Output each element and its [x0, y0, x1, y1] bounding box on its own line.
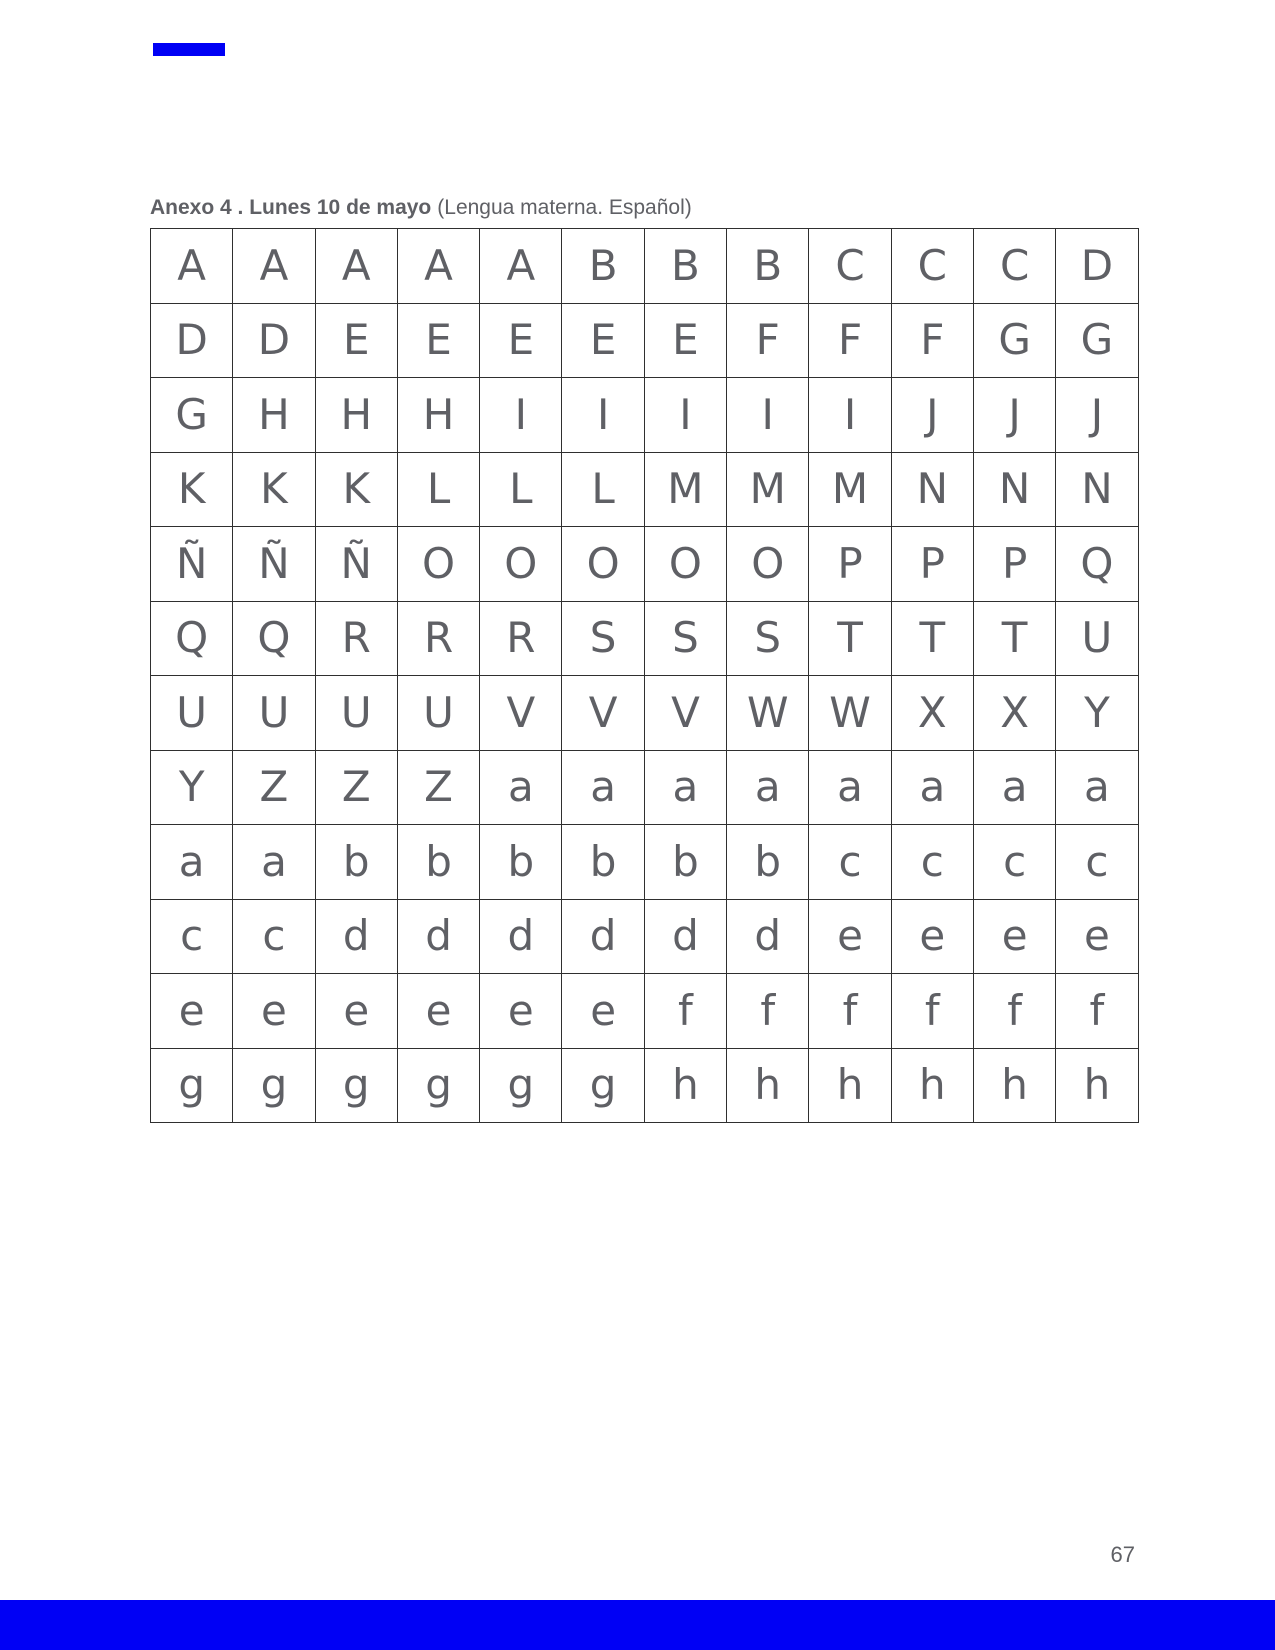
- letter-cell: f: [1056, 974, 1138, 1049]
- letter-cell: e: [809, 899, 891, 974]
- letter-cell: P: [973, 527, 1055, 602]
- letter-cell: U: [151, 676, 233, 751]
- letter-cell: a: [562, 750, 644, 825]
- letter-cell: K: [233, 452, 315, 527]
- letter-cell: C: [973, 229, 1055, 304]
- grid-row: [151, 527, 1139, 602]
- letter-cell: V: [562, 676, 644, 751]
- letter-cell: E: [315, 303, 397, 378]
- letter-cell: R: [397, 601, 479, 676]
- letter-grid-body: [151, 229, 1139, 1123]
- letter-cell: h: [727, 1048, 809, 1123]
- letter-cell: Ñ: [233, 527, 315, 602]
- letter-cell: d: [727, 899, 809, 974]
- letter-cell: O: [480, 527, 562, 602]
- letter-cell: I: [809, 378, 891, 453]
- annex-caption: [150, 195, 692, 221]
- letter-cell: P: [809, 527, 891, 602]
- letter-cell: c: [151, 899, 233, 974]
- letter-cell: O: [397, 527, 479, 602]
- letter-cell: e: [562, 974, 644, 1049]
- letter-cell: D: [1056, 229, 1138, 304]
- grid-row: [151, 378, 1139, 453]
- letter-cell: F: [727, 303, 809, 378]
- letter-cell: c: [1056, 825, 1138, 900]
- letter-cell: c: [233, 899, 315, 974]
- letter-cell: g: [397, 1048, 479, 1123]
- letter-cell: R: [315, 601, 397, 676]
- letter-cell: f: [644, 974, 726, 1049]
- page-number: 67: [1110, 1542, 1135, 1567]
- letter-cell: M: [809, 452, 891, 527]
- letter-cell: L: [480, 452, 562, 527]
- letter-cell: B: [727, 229, 809, 304]
- letter-cell: G: [151, 378, 233, 453]
- letter-cell: d: [315, 899, 397, 974]
- grid-row: [151, 229, 1139, 304]
- letter-cell: B: [562, 229, 644, 304]
- letter-cell: b: [727, 825, 809, 900]
- letter-cell: Q: [233, 601, 315, 676]
- letter-cell: N: [1056, 452, 1138, 527]
- letter-cell: K: [151, 452, 233, 527]
- letter-cell: E: [562, 303, 644, 378]
- letter-cell: J: [891, 378, 973, 453]
- letter-cell: a: [151, 825, 233, 900]
- letter-cell: U: [397, 676, 479, 751]
- grid-row: [151, 676, 1139, 751]
- letter-cell: e: [891, 899, 973, 974]
- grid-row: [151, 1048, 1139, 1123]
- letter-cell: P: [891, 527, 973, 602]
- letter-cell: a: [233, 825, 315, 900]
- grid-row: [151, 303, 1139, 378]
- letter-cell: U: [233, 676, 315, 751]
- letter-cell: f: [973, 974, 1055, 1049]
- letter-cell: e: [151, 974, 233, 1049]
- letter-cell: E: [480, 303, 562, 378]
- letter-cell: a: [480, 750, 562, 825]
- grid-row: [151, 899, 1139, 974]
- letter-cell: a: [809, 750, 891, 825]
- letter-cell: G: [1056, 303, 1138, 378]
- letter-cell: Ñ: [151, 527, 233, 602]
- letter-cell: h: [891, 1048, 973, 1123]
- letter-cell: g: [233, 1048, 315, 1123]
- grid-row: [151, 750, 1139, 825]
- letter-cell: S: [644, 601, 726, 676]
- letter-cell: T: [809, 601, 891, 676]
- letter-cell: L: [562, 452, 644, 527]
- letter-cell: J: [973, 378, 1055, 453]
- letter-cell: b: [644, 825, 726, 900]
- letter-cell: C: [809, 229, 891, 304]
- letter-cell: I: [562, 378, 644, 453]
- letter-cell: h: [809, 1048, 891, 1123]
- footer-bar: [0, 1600, 1275, 1650]
- letter-cell: H: [233, 378, 315, 453]
- letter-cell: e: [480, 974, 562, 1049]
- letter-cell: f: [809, 974, 891, 1049]
- letter-cell: Ñ: [315, 527, 397, 602]
- letter-cell: G: [973, 303, 1055, 378]
- grid-row: [151, 974, 1139, 1049]
- letter-cell: A: [397, 229, 479, 304]
- letter-cell: N: [973, 452, 1055, 527]
- letter-cell: A: [480, 229, 562, 304]
- letter-cell: E: [397, 303, 479, 378]
- letter-cell: C: [891, 229, 973, 304]
- letter-cell: N: [891, 452, 973, 527]
- letter-cell: Y: [151, 750, 233, 825]
- letter-cell: Z: [397, 750, 479, 825]
- letter-cell: c: [809, 825, 891, 900]
- letter-cell: E: [644, 303, 726, 378]
- letter-cell: D: [151, 303, 233, 378]
- letter-cell: e: [315, 974, 397, 1049]
- letter-cell: W: [809, 676, 891, 751]
- grid-row: [151, 452, 1139, 527]
- letter-cell: g: [562, 1048, 644, 1123]
- letter-cell: e: [397, 974, 479, 1049]
- letter-cell: T: [973, 601, 1055, 676]
- letter-cell: R: [480, 601, 562, 676]
- letter-cell: d: [397, 899, 479, 974]
- letter-cell: Q: [151, 601, 233, 676]
- letter-cell: b: [562, 825, 644, 900]
- annex-subtitle: (Lengua materna. Español): [437, 196, 692, 219]
- grid-row: [151, 825, 1139, 900]
- letter-cell: O: [644, 527, 726, 602]
- letter-cell: U: [1056, 601, 1138, 676]
- letter-cell: M: [644, 452, 726, 527]
- letter-cell: A: [151, 229, 233, 304]
- letter-cell: f: [891, 974, 973, 1049]
- letter-cell: F: [891, 303, 973, 378]
- letter-cell: g: [151, 1048, 233, 1123]
- letter-cell: e: [233, 974, 315, 1049]
- letter-cell: a: [891, 750, 973, 825]
- letter-cell: I: [480, 378, 562, 453]
- letter-cell: g: [315, 1048, 397, 1123]
- letter-cell: D: [233, 303, 315, 378]
- letter-grid: [150, 228, 1139, 1123]
- letter-cell: U: [315, 676, 397, 751]
- letter-cell: b: [315, 825, 397, 900]
- letter-cell: O: [562, 527, 644, 602]
- letter-cell: A: [315, 229, 397, 304]
- letter-cell: L: [397, 452, 479, 527]
- letter-cell: O: [727, 527, 809, 602]
- letter-cell: c: [891, 825, 973, 900]
- letter-cell: S: [562, 601, 644, 676]
- letter-cell: a: [1056, 750, 1138, 825]
- letter-cell: S: [727, 601, 809, 676]
- letter-cell: M: [727, 452, 809, 527]
- letter-cell: K: [315, 452, 397, 527]
- letter-cell: c: [973, 825, 1055, 900]
- letter-cell: d: [562, 899, 644, 974]
- letter-cell: X: [891, 676, 973, 751]
- letter-cell: F: [809, 303, 891, 378]
- letter-cell: H: [315, 378, 397, 453]
- letter-cell: Y: [1056, 676, 1138, 751]
- letter-cell: f: [727, 974, 809, 1049]
- letter-cell: b: [480, 825, 562, 900]
- letter-cell: I: [644, 378, 726, 453]
- letter-cell: H: [397, 378, 479, 453]
- letter-cell: d: [644, 899, 726, 974]
- letter-cell: A: [233, 229, 315, 304]
- letter-cell: Z: [315, 750, 397, 825]
- letter-cell: J: [1056, 378, 1138, 453]
- letter-cell: a: [644, 750, 726, 825]
- letter-cell: g: [480, 1048, 562, 1123]
- letter-cell: a: [973, 750, 1055, 825]
- letter-cell: b: [397, 825, 479, 900]
- letter-cell: I: [727, 378, 809, 453]
- grid-row: [151, 601, 1139, 676]
- letter-cell: a: [727, 750, 809, 825]
- letter-cell: X: [973, 676, 1055, 751]
- letter-cell: Z: [233, 750, 315, 825]
- top-accent-bar: [153, 43, 225, 56]
- letter-cell: h: [973, 1048, 1055, 1123]
- letter-cell: Q: [1056, 527, 1138, 602]
- letter-cell: e: [1056, 899, 1138, 974]
- letter-cell: V: [480, 676, 562, 751]
- letter-cell: V: [644, 676, 726, 751]
- annex-title: Anexo 4 . Lunes 10 de mayo: [150, 196, 432, 219]
- letter-cell: h: [644, 1048, 726, 1123]
- letter-cell: d: [480, 899, 562, 974]
- letter-cell: e: [973, 899, 1055, 974]
- letter-cell: B: [644, 229, 726, 304]
- letter-cell: T: [891, 601, 973, 676]
- letter-cell: h: [1056, 1048, 1138, 1123]
- letter-cell: W: [727, 676, 809, 751]
